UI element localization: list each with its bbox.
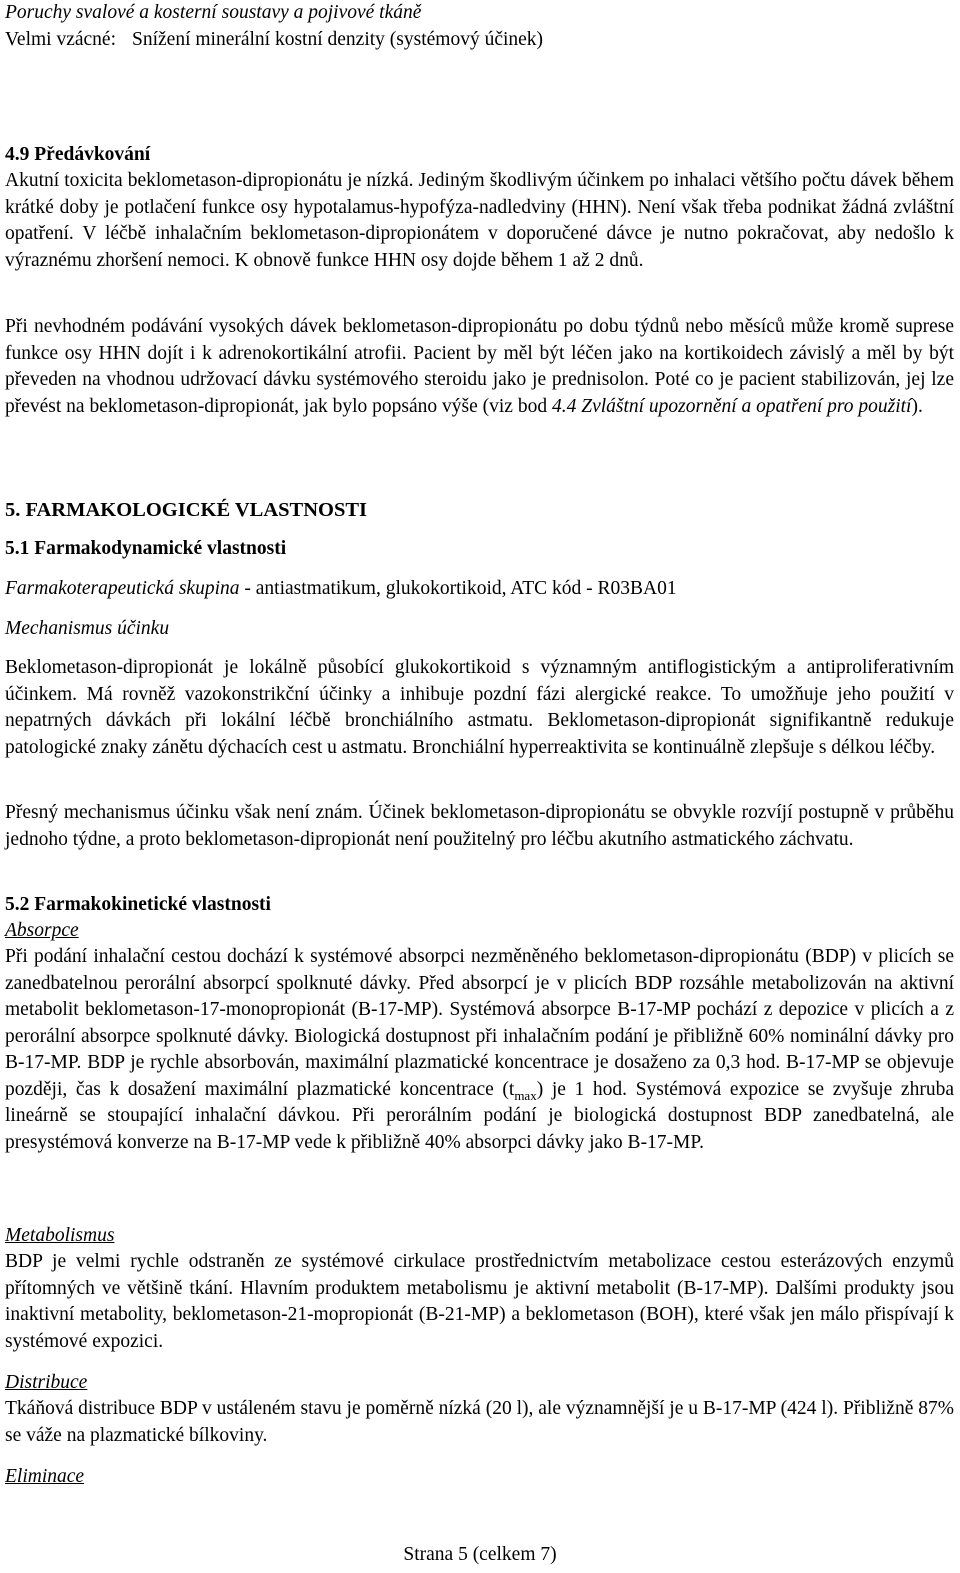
section-reference: 4.4 Zvláštní upozornění a opatření pro použití	[551, 395, 912, 417]
frequency-row	[5, 27, 954, 54]
effect-text: Snížení minerální kostní denzity (systémový účinek)	[132, 28, 544, 50]
overdose-heading: 4.9 Předávkování	[5, 144, 151, 165]
page-number: Strana 5 (celkem 7)	[403, 1544, 557, 1565]
pharmacodynamics-heading: 5.1 Farmakodynamické vlastnosti	[5, 538, 287, 559]
group-label: Farmakoterapeutická skupina	[5, 578, 240, 599]
elimination-label: Eliminace	[5, 1466, 85, 1487]
distribution-label: Distribuce	[5, 1372, 88, 1393]
metabolism-label: Metabolismus	[5, 1225, 115, 1246]
mechanism-paragraph-1: Beklometason-dipropionát je lokálně působící glukokortikoid s významným antiflogistickým a antiproliferativním účinkem. Má rovněž vazokonstrikční účinky a inhibuje pozdní fázi alergické reakce. To umožňuje jeho použití v nepatrných dávkách při lokální léčbě bronchiálního astmatu. Beklometason-dipropionát signifikantně redukuje patologické znaky zánětu dýchacích cest u astmatu. Bronchiální hyperreaktivita se kontinuálně zlepšuje s délkou léčby.	[5, 657, 954, 758]
overdose-paragraph-1: Akutní toxicita beklometason-dipropionátu je nízká. Jediným škodlivým účinkem po inhalaci většího počtu dávek během krátké doby je potlačení funkce osy hypotalamus-hypofýza-nadledviny (HHN). Není však třeba podnikat žádná zvláštní opatření. V léčbě inhalačním beklometason-dipropionátem v doporučené dávce je nutno pokračovat, aby nedošlo k výraznému zhoršení nemoci. K obnově funkce HHN osy dojde během 1 až 2 dnů.	[5, 170, 954, 271]
group-value: - antiastmatikum, glukokortikoid, ATC kód - R03BA01	[239, 578, 677, 599]
mechanism-paragraph-2: Přesný mechanismus účinku však není znám. Účinek beklometason-dipropionátu se obvykle rozvíjí postupně v průběhu jednoho týdne, a proto beklometason-dipropionát není použitelný pro léčbu akutního astmatického záchvatu.	[5, 802, 954, 850]
section-5-heading: 5. FARMAKOLOGICKÉ VLASTNOSTI	[5, 499, 368, 521]
pharmacotherapeutic-group	[5, 576, 954, 603]
organ-class: Poruchy svalové a kosterní soustavy a pojivové tkáně	[5, 2, 422, 23]
frequency-label: Velmi vzácné:	[5, 28, 116, 50]
t-max-subscript: max	[514, 1087, 537, 1103]
metabolism-paragraph: BDP je velmi rychle odstraněn ze systémové cirkulace prostřednictvím metabolizace cestou esterázových enzymů přítomných ve většině tkání. Hlavním produktem metabolismu je aktivní metabolit (B-17-MP). Dalšími produkty jsou inaktivní metabolity, beklometason-21-mopropionát (B-21-MP) a beklometason (BOH), které však jen málo přispívají k systémové expozici.	[5, 1251, 954, 1352]
overdose-paragraph-2: Při nevhodném podávání vysokých dávek beklometason-dipropionátu po dobu týdnů nebo měsíců může kromě suprese funkce osy HHN dojít i k adrenokortikální atrofii. Pacient by měl být léčen jako na kortikoidech závislý a měl by být převeden na vhodnou udržovací dávku systémového steroidu jako je prednisolon. Poté co je pacient stabilizován, jej lze převést na beklometason-dipropionát, jak bylo popsáno výše (viz bod 4.4 Zvláštní upozornění a opatření pro použití).	[5, 316, 954, 417]
absorption-paragraph: Při podání inhalační cestou dochází k systémové absorpci nezměněného beklometason-dipropionátu (BDP) v plicích se zanedbatelnou perorální absorpcí spolknuté dávky. Před absorpcí je v plicích BDP rozsáhle metabolizován na aktivní metabolit beklometason-17-monopropionát (B-17-MP). Systémová absorpce B-17-MP pochází z depozice v plicích a z perorální absorpce spolknuté dávky. Biologická dostupnost při inhalačním podání je přibližně 60% nominální dávky pro B-17-MP. BDP je rychle absorbován, maximální plazmatické koncentrace je dosaženo za 0,3 hod. B-17-MP se objevuje později, čas k dosažení maximální plazmatické koncentrace $(t_{max})$ je 1 hod. Systémová expozice se zvyšuje zhruba lineárně se stoupající inhalační dávkou. Při perorálním podání je biologická dostupnost BDP zanedbatelná, ale presystémová konverze na B-17-MP vede k přibližně 40% absorpci dávky jako B-17-MP.	[5, 946, 954, 1153]
absorption-label: Absorpce	[5, 920, 79, 941]
distribution-paragraph: Tkáňová distribuce BDP v ustáleném stavu je poměrně nízká (20 l), ale významnější je u B-17-MP (424 l). Přibližně 87% se váže na plazmatické bílkoviny.	[5, 1398, 954, 1446]
pharmacokinetics-heading: 5.2 Farmakokinetické vlastnosti	[5, 894, 271, 915]
mechanism-label: Mechanismus účinku	[5, 618, 170, 639]
adverse-effects-header	[5, 0, 954, 53]
